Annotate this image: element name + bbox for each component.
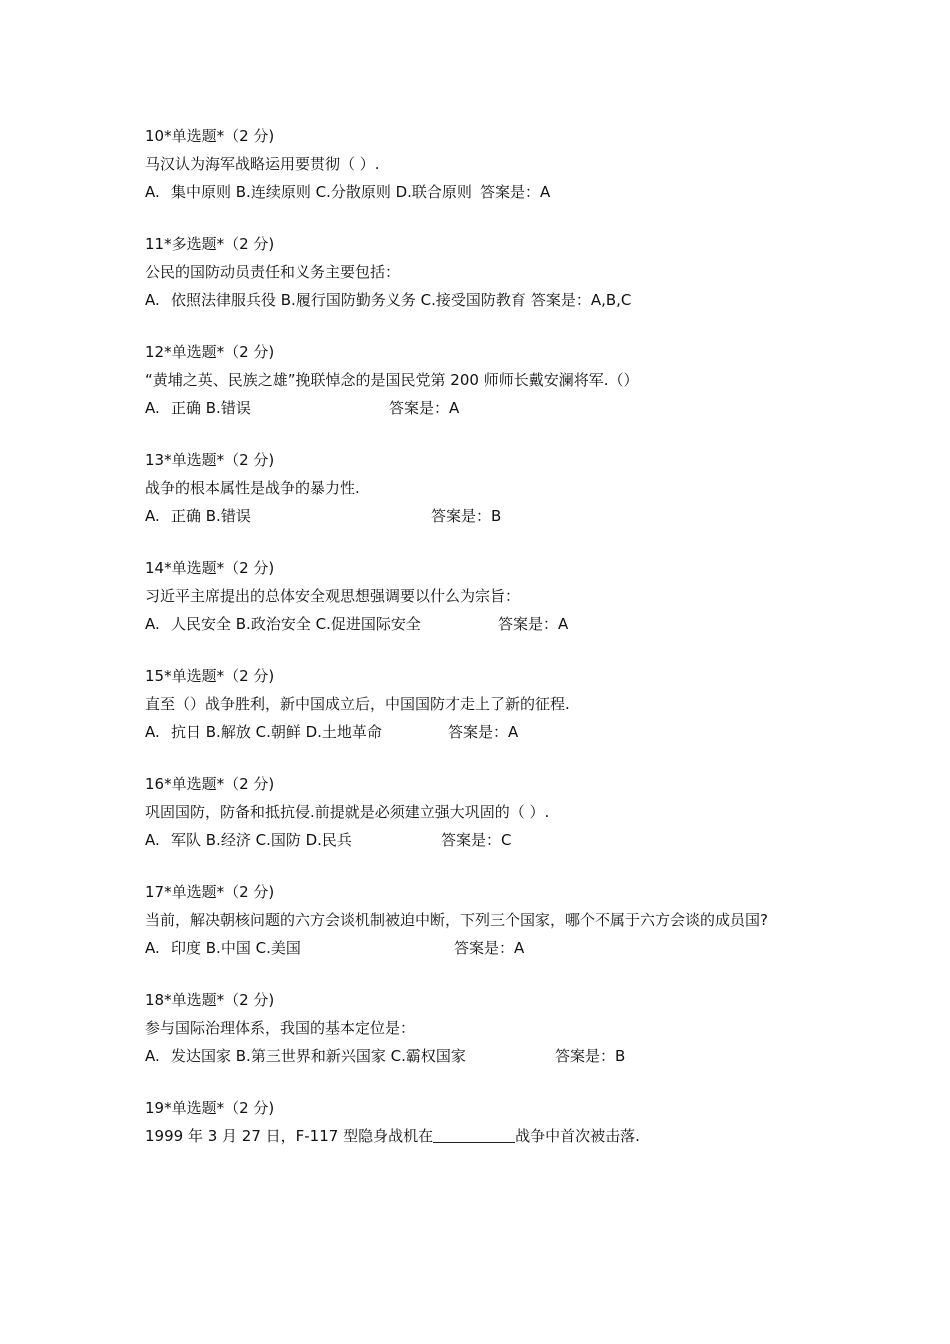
question-stem [145, 1122, 825, 1150]
question-header: 13*单选题*（2 分) [145, 451, 275, 469]
question-stem: 马汉认为海军战略运用要贯彻（ ）. [145, 155, 380, 173]
question-header: 15*单选题*（2 分) [145, 667, 275, 685]
option-prefix: A. [145, 399, 160, 417]
question-stem: 公民的国防动员责任和义务主要包括： [145, 263, 401, 281]
stem-before-blank: 1999 年 3 月 27 日，F-117 型隐身战机在 [145, 1127, 434, 1145]
option-prefix: A. [145, 183, 160, 201]
question-12 [145, 340, 825, 422]
question-options [145, 826, 825, 854]
question-options [145, 934, 825, 962]
question-options [145, 1042, 825, 1070]
answer-text: 答案是：A,B,C [530, 291, 632, 309]
question-stem: 参与国际治理体系，我国的基本定位是： [145, 1019, 416, 1037]
option-text: 人民安全 B.政治安全 C.促进国际安全 [171, 615, 421, 633]
option-prefix: A. [145, 615, 160, 633]
option-prefix: A. [145, 291, 160, 309]
answer-text: 答案是：B [555, 1047, 626, 1065]
question-options [145, 502, 825, 530]
question-header: 16*单选题*（2 分) [145, 775, 275, 793]
question-header: 18*单选题*（2 分) [145, 991, 275, 1009]
question-10 [145, 124, 825, 206]
answer-text: 答案是：B [431, 507, 502, 525]
answer-text: 答案是：A [389, 399, 460, 417]
option-text: 依照法律服兵役 B.履行国防勤务义务 C.接受国防教育 [171, 291, 526, 309]
question-options [145, 718, 825, 746]
question-options [145, 286, 825, 314]
question-header: 17*单选题*（2 分) [145, 883, 275, 901]
option-prefix: A. [145, 723, 160, 741]
question-header: 12*单选题*（2 分) [145, 343, 275, 361]
question-16 [145, 772, 825, 854]
question-stem: “黄埔之英、民族之雄”挽联悼念的是国民党第 200 师师长戴安澜将军.（） [145, 371, 639, 389]
option-text: 军队 B.经济 C.国防 D.民兵 [171, 831, 352, 849]
option-text: 抗日 B.解放 C.朝鲜 D.土地革命 [171, 723, 382, 741]
answer-text: 答案是：C [441, 831, 512, 849]
question-options [145, 394, 825, 422]
option-prefix: A. [145, 939, 160, 957]
question-list [145, 124, 825, 1150]
answer-text: 答案是：A [448, 723, 519, 741]
question-18 [145, 988, 825, 1070]
question-header: 10*单选题*（2 分) [145, 127, 275, 145]
answer-text: 答案是：A [454, 939, 525, 957]
option-prefix: A. [145, 831, 160, 849]
stem-after-blank: 战争中首次被击落. [515, 1127, 640, 1145]
question-15 [145, 664, 825, 746]
question-header: 19*单选题*（2 分) [145, 1099, 275, 1117]
question-options [145, 610, 825, 638]
question-17 [145, 880, 825, 962]
option-text: 印度 B.中国 C.美国 [171, 939, 301, 957]
question-stem: 直至（）战争胜利，新中国成立后，中国国防才走上了新的征程. [145, 695, 570, 713]
option-prefix: A. [145, 1047, 160, 1065]
question-header: 14*单选题*（2 分) [145, 559, 275, 577]
question-11 [145, 232, 825, 314]
question-options [145, 178, 825, 206]
option-prefix: A. [145, 507, 160, 525]
question-13 [145, 448, 825, 530]
question-stem: 习近平主席提出的总体安全观思想强调要以什么为宗旨： [145, 587, 521, 605]
question-stem: 当前，解决朝核问题的六方会谈机制被迫中断，下列三个国家，哪个不属于六方会谈的成员国? [145, 911, 768, 929]
fill-blank [433, 1124, 515, 1143]
question-stem: 巩固国防，防备和抵抗侵.前提就是必须建立强大巩固的（ ）. [145, 803, 550, 821]
option-text: 发达国家 B.第三世界和新兴国家 C.霸权国家 [171, 1047, 466, 1065]
answer-text: 答案是：A [498, 615, 569, 633]
question-14 [145, 556, 825, 638]
question-stem: 战争的根本属性是战争的暴力性. [145, 479, 360, 497]
option-text: 集中原则 B.连续原则 C.分散原则 D.联合原则 [171, 183, 472, 201]
option-text: 正确 B.错误 [171, 507, 251, 525]
question-19 [145, 1096, 825, 1150]
option-text: 正确 B.错误 [171, 399, 251, 417]
answer-text: 答案是：A [479, 183, 551, 201]
question-header: 11*多选题*（2 分) [145, 235, 275, 253]
